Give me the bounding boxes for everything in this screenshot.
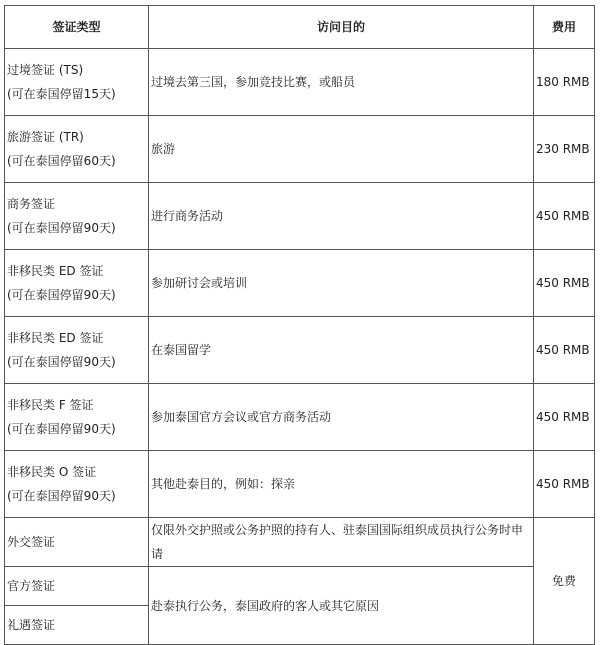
visa-type-name: 过境签证 (TS) bbox=[7, 63, 84, 77]
table-header-row bbox=[5, 6, 595, 49]
visa-type-courtesy: 礼遇签证 bbox=[5, 606, 149, 645]
table-row bbox=[5, 317, 595, 384]
purpose-cell: 过境去第三国，参加竞技比赛，或船员 bbox=[149, 49, 534, 116]
table-row bbox=[5, 250, 595, 317]
visa-type-cell bbox=[5, 451, 149, 518]
fee-cell: 230 RMB bbox=[534, 116, 595, 183]
table-row-official bbox=[5, 567, 595, 606]
visa-stay-duration: (可在泰国停留90天) bbox=[7, 355, 116, 369]
purpose-cell: 其他赴泰目的，例如：探亲 bbox=[149, 451, 534, 518]
visa-type-cell bbox=[5, 49, 149, 116]
visa-type-name: 非移民类 ED 签证 bbox=[7, 331, 104, 345]
visa-type-cell bbox=[5, 250, 149, 317]
visa-type-diplomatic: 外交签证 bbox=[5, 518, 149, 567]
visa-type-cell bbox=[5, 116, 149, 183]
fee-cell: 180 RMB bbox=[534, 49, 595, 116]
purpose-official: 赴泰执行公务，泰国政府的客人或其它原因 bbox=[149, 567, 534, 645]
table-row bbox=[5, 384, 595, 451]
visa-type-name: 非移民类 O 签证 bbox=[7, 465, 97, 479]
visa-type-cell bbox=[5, 384, 149, 451]
purpose-cell: 在泰国留学 bbox=[149, 317, 534, 384]
visa-stay-duration: (可在泰国停留90天) bbox=[7, 221, 116, 235]
visa-type-name: 非移民类 ED 签证 bbox=[7, 264, 104, 278]
fee-cell: 450 RMB bbox=[534, 451, 595, 518]
visa-type-name: 商务签证 bbox=[7, 197, 56, 211]
purpose-cell: 进行商务活动 bbox=[149, 183, 534, 250]
visa-type-cell bbox=[5, 317, 149, 384]
visa-type-official: 官方签证 bbox=[5, 567, 149, 606]
table-row bbox=[5, 49, 595, 116]
fee-cell: 450 RMB bbox=[534, 183, 595, 250]
fee-free-cell: 免费 bbox=[534, 518, 595, 645]
purpose-diplomatic: 仅限外交护照或公务护照的持有人、驻泰国国际组织成员执行公务时申请 bbox=[149, 518, 534, 567]
header-fee: 费用 bbox=[534, 6, 595, 49]
fee-cell: 450 RMB bbox=[534, 317, 595, 384]
visa-fee-table bbox=[4, 5, 595, 645]
visa-stay-duration: (可在泰国停留90天) bbox=[7, 288, 116, 302]
fee-cell: 450 RMB bbox=[534, 250, 595, 317]
visa-type-name: 非移民类 F 签证 bbox=[7, 398, 94, 412]
table-row-diplomatic bbox=[5, 518, 595, 567]
table-row bbox=[5, 116, 595, 183]
visa-stay-duration: (可在泰国停留90天) bbox=[7, 422, 116, 436]
visa-stay-duration: (可在泰国停留90天) bbox=[7, 489, 116, 503]
purpose-cell: 参加研讨会或培训 bbox=[149, 250, 534, 317]
table-row bbox=[5, 451, 595, 518]
header-purpose: 访问目的 bbox=[149, 6, 534, 49]
purpose-cell: 旅游 bbox=[149, 116, 534, 183]
purpose-cell: 参加泰国官方会议或官方商务活动 bbox=[149, 384, 534, 451]
visa-type-cell bbox=[5, 183, 149, 250]
fee-cell: 450 RMB bbox=[534, 384, 595, 451]
visa-stay-duration: (可在泰国停留15天) bbox=[7, 87, 116, 101]
header-visa-type: 签证类型 bbox=[5, 6, 149, 49]
visa-stay-duration: (可在泰国停留60天) bbox=[7, 154, 116, 168]
table-row bbox=[5, 183, 595, 250]
visa-type-name: 旅游签证 (TR) bbox=[7, 130, 84, 144]
